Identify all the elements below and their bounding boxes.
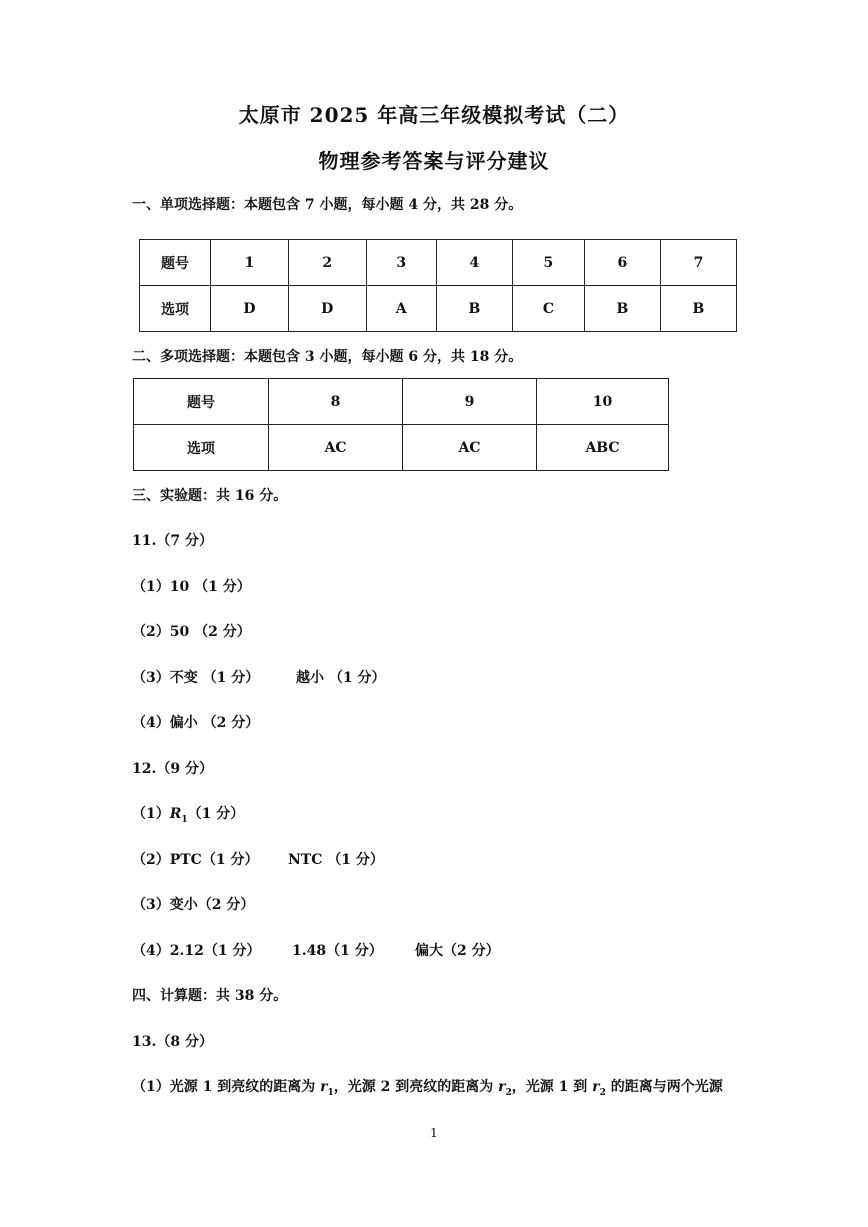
distance-subscript: 1 [327, 1087, 334, 1098]
answer-cell: A [366, 286, 436, 332]
question-12-title: 12.（9 分） [132, 761, 213, 777]
q12-answer-4b: 1.48（1 分） [292, 943, 383, 959]
q11-answer-3a: （3）不变 （1 分） [132, 670, 260, 686]
question-number-cell: 5 [512, 240, 584, 286]
single-choice-answer-table [139, 239, 737, 332]
question-number-cell: 4 [436, 240, 512, 286]
answer-cell: AC [403, 425, 537, 471]
answer-cell: ABC [537, 425, 669, 471]
question-number-cell: 3 [366, 240, 436, 286]
distance-variable: r [320, 1079, 328, 1095]
table-row [134, 425, 669, 471]
q13-text-part: （1）光源 1 到亮纹的距离为 [132, 1079, 321, 1095]
question-11-title: 11.（7 分） [132, 533, 213, 549]
answer-cell: D [288, 286, 366, 332]
section-3-heading: 三、实验题：共 16 分。 [132, 488, 288, 504]
q13-text-part: ，光源 2 到亮纹的距离为 [333, 1079, 499, 1095]
q12-answer-1-prefix: （1） [132, 806, 170, 822]
q11-answer-2: （2）50 （2 分） [132, 624, 251, 640]
table-row [140, 240, 737, 286]
table-header-cell: 选项 [140, 286, 211, 332]
section-2-heading: 二、多项选择题：本题包含 3 小题，每小题 6 分，共 18 分。 [132, 349, 523, 365]
answer-cell: B [584, 286, 660, 332]
document-subtitle: 物理参考答案与评分建议 [318, 149, 550, 173]
distance-variable: r [592, 1079, 600, 1095]
distance-variable: r [498, 1079, 506, 1095]
q11-answer-1: （1）10 （1 分） [132, 579, 251, 595]
resistor-variable: R [169, 806, 182, 822]
q13-text-part: 的距离与两个光源 [605, 1079, 723, 1095]
distance-subscript: 2 [505, 1087, 512, 1098]
q11-answer-4: （4）偏小 （2 分） [132, 715, 260, 731]
table-header-cell: 题号 [140, 240, 211, 286]
answer-cell: C [512, 286, 584, 332]
q12-answer-3: （3）变小（2 分） [132, 897, 255, 913]
answer-cell: AC [269, 425, 403, 471]
question-number-cell: 2 [288, 240, 366, 286]
question-number-cell: 6 [584, 240, 660, 286]
page-number: 1 [430, 1126, 438, 1140]
question-number-cell: 10 [537, 379, 669, 425]
q12-answer-1 [132, 803, 244, 825]
table-header-cell: 题号 [134, 379, 269, 425]
distance-subscript: 2 [599, 1087, 606, 1098]
question-number-cell: 1 [211, 240, 289, 286]
resistor-subscript: 1 [181, 814, 188, 825]
question-13-title: 13.（8 分） [132, 1034, 213, 1050]
answer-cell: B [436, 286, 512, 332]
q13-text-part: ，光源 1 到 [511, 1079, 593, 1095]
q12-answer-2a: （2）PTC（1 分） [132, 852, 259, 868]
q12-answer-2b: NTC （1 分） [288, 852, 384, 868]
q12-answer-4c: 偏大（2 分） [415, 943, 500, 959]
question-number-cell: 9 [403, 379, 537, 425]
table-row [140, 286, 737, 332]
multiple-choice-answer-table [133, 378, 669, 471]
table-header-cell: 选项 [134, 425, 269, 471]
section-1-heading: 一、单项选择题：本题包含 7 小题，每小题 4 分，共 28 分。 [132, 197, 523, 213]
document-title: 太原市 2025 年高三年级模拟考试（二） [238, 103, 630, 127]
answer-cell: B [660, 286, 736, 332]
q13-answer-1-text [132, 1076, 723, 1098]
question-number-cell: 8 [269, 379, 403, 425]
q12-answer-1-score: （1 分） [187, 806, 245, 822]
question-number-cell: 7 [660, 240, 736, 286]
q12-answer-4a: （4）2.12（1 分） [132, 943, 261, 959]
section-4-heading: 四、计算题：共 38 分。 [132, 988, 288, 1004]
q11-answer-3b: 越小 （1 分） [296, 670, 386, 686]
answer-cell: D [211, 286, 289, 332]
table-row [134, 379, 669, 425]
